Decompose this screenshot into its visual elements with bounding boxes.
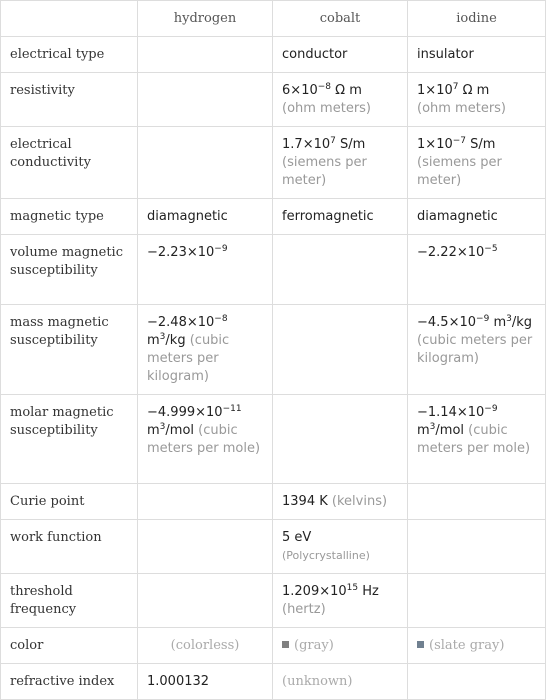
row-curie-point: [1, 484, 546, 520]
value-mantissa: −4.5: [417, 315, 449, 330]
value-mantissa: −2.48: [147, 315, 187, 330]
times-sign: ×: [448, 315, 460, 330]
row-label: electrical conductivity: [1, 127, 138, 199]
color-name: (gray): [294, 638, 334, 653]
cell-iodine-refractive-index: [408, 664, 546, 700]
row-color: [1, 628, 546, 664]
times-sign: ×: [425, 137, 437, 152]
unit-description: (Polycrystalline): [282, 549, 370, 562]
cell-cobalt-refractive-index: (unknown): [273, 664, 408, 700]
value-base: 10: [206, 405, 223, 420]
value-mantissa: 1.209: [282, 584, 320, 599]
value-exponent: 15: [346, 583, 359, 594]
value-exponent: −9: [484, 404, 498, 415]
unit-exponent: 3: [506, 314, 512, 325]
cell-cobalt-threshold-frequency: [273, 574, 408, 628]
value-mantissa: 1.7: [282, 137, 303, 152]
value-unit: m: [147, 423, 160, 438]
unit-exponent: 3: [159, 422, 166, 433]
value-mantissa: −2.23: [147, 245, 187, 260]
cell-cobalt-magnetic-type: ferromagnetic: [273, 199, 408, 235]
row-label: molar magnetic susceptibility: [1, 395, 138, 484]
value-exponent: 7: [330, 136, 336, 147]
row-label: volume magnetic susceptibility: [1, 235, 138, 305]
row-refractive-index: [1, 664, 546, 700]
unit-description: (cubic meters per mole): [417, 423, 531, 456]
times-sign: ×: [186, 245, 198, 260]
cell-iodine-color: [408, 628, 546, 664]
value-mantissa: −4.999: [147, 405, 196, 420]
times-sign: ×: [290, 83, 302, 98]
cell-iodine-threshold-frequency: [408, 574, 546, 628]
cell-iodine-magnetic-type: diamagnetic: [408, 199, 546, 235]
value-unit: eV: [290, 530, 312, 545]
row-work-function: [1, 520, 546, 574]
cell-iodine-molar-magnetic-susceptibility: [408, 395, 546, 484]
value-exponent: −9: [476, 314, 490, 325]
times-sign: ×: [319, 584, 331, 599]
value-number: 5: [282, 530, 291, 545]
value-base: 10: [436, 137, 453, 152]
row-label: magnetic type: [1, 199, 138, 235]
cell-iodine-curie-point: [408, 484, 546, 520]
unit-description: (cubic meters per mole): [147, 423, 261, 456]
value-exponent: −11: [222, 404, 242, 415]
color-swatch-icon: [417, 641, 424, 648]
unit-description: (ohm meters): [417, 101, 507, 116]
cell-hydrogen-molar-magnetic-susceptibility: [138, 395, 273, 484]
times-sign: ×: [195, 405, 207, 420]
value-unit: S/m: [335, 137, 366, 152]
header-row: [1, 1, 546, 37]
cell-cobalt-resistivity: [273, 73, 408, 127]
cell-iodine-electrical-type: insulator: [408, 37, 546, 73]
row-threshold-frequency: [1, 574, 546, 628]
value-base: 10: [436, 83, 453, 98]
value-exponent: −8: [317, 82, 332, 93]
cell-hydrogen-refractive-index: 1.000132: [138, 664, 273, 700]
row-resistivity: [1, 73, 546, 127]
row-electrical-type: [1, 37, 546, 73]
column-header-hydrogen: hydrogen: [138, 1, 273, 37]
value-unit: Hz: [358, 584, 379, 599]
row-molar-magnetic-susceptibility: [1, 395, 546, 484]
unit-description: (kelvins): [331, 494, 388, 509]
cell-cobalt-electrical-conductivity: [273, 127, 408, 199]
cell-hydrogen-electrical-conductivity: [138, 127, 273, 199]
cell-iodine-work-function: [408, 520, 546, 574]
cell-cobalt-mass-magnetic-susceptibility: [273, 305, 408, 395]
times-sign: ×: [302, 137, 314, 152]
value-unit: m: [489, 315, 507, 330]
value-number: 1394: [282, 494, 316, 509]
value-unit: m: [147, 333, 160, 348]
value-unit: K: [315, 494, 328, 509]
unit-description: (cubic meters per kilogram): [417, 333, 533, 366]
unit-description: (siemens per meter): [417, 155, 502, 188]
row-label: color: [1, 628, 138, 664]
value-unit: Ω m: [331, 83, 362, 98]
row-volume-magnetic-susceptibility: [1, 235, 546, 305]
column-header-iodine: iodine: [408, 1, 546, 37]
unit-description: (hertz): [282, 602, 326, 617]
value-unit-denominator: /mol: [165, 423, 195, 438]
value-base: 10: [313, 137, 331, 152]
value-exponent: −5: [484, 244, 498, 255]
cell-hydrogen-mass-magnetic-susceptibility: [138, 305, 273, 395]
cell-cobalt-electrical-type: conductor: [273, 37, 408, 73]
cell-cobalt-volume-magnetic-susceptibility: [273, 235, 408, 305]
value-base: 10: [301, 83, 318, 98]
row-label: work function: [1, 520, 138, 574]
cell-hydrogen-curie-point: [138, 484, 273, 520]
value-unit: m: [417, 423, 430, 438]
value-base: 10: [197, 245, 215, 260]
unit-exponent: 3: [429, 422, 436, 433]
value-exponent: −7: [452, 136, 467, 147]
value-exponent: 7: [452, 82, 459, 93]
value-base: 10: [197, 315, 215, 330]
column-header-cobalt: cobalt: [273, 1, 408, 37]
value-unit-denominator: /mol: [435, 423, 465, 438]
row-label: resistivity: [1, 73, 138, 127]
times-sign: ×: [456, 245, 468, 260]
times-sign: ×: [186, 315, 198, 330]
unit-exponent: 3: [159, 332, 166, 343]
times-sign: ×: [425, 83, 437, 98]
cell-hydrogen-color: (colorless): [138, 628, 273, 664]
value-base: 10: [467, 245, 485, 260]
color-name: (slate gray): [429, 638, 505, 653]
value-unit-denominator: /kg: [511, 315, 533, 330]
value-exponent: −9: [214, 244, 228, 255]
value-unit-denominator: /kg: [165, 333, 186, 348]
cell-cobalt-color: [273, 628, 408, 664]
cell-cobalt-work-function: [273, 520, 408, 574]
row-label: threshold frequency: [1, 574, 138, 628]
cell-iodine-mass-magnetic-susceptibility: [408, 305, 546, 395]
cell-cobalt-curie-point: [273, 484, 408, 520]
cell-iodine-volume-magnetic-susceptibility: [408, 235, 546, 305]
cell-hydrogen-volume-magnetic-susceptibility: [138, 235, 273, 305]
row-label: Curie point: [1, 484, 138, 520]
row-magnetic-type: [1, 199, 546, 235]
value-mantissa: 1: [417, 137, 426, 152]
cell-iodine-electrical-conductivity: [408, 127, 546, 199]
value-exponent: −8: [214, 314, 228, 325]
row-mass-magnetic-susceptibility: [1, 305, 546, 395]
header-corner: [1, 1, 138, 37]
unit-description: (ohm meters): [282, 101, 372, 116]
row-label: electrical type: [1, 37, 138, 73]
cell-cobalt-molar-magnetic-susceptibility: [273, 395, 408, 484]
row-label: mass magnetic susceptibility: [1, 305, 138, 395]
value-base: 10: [467, 405, 485, 420]
value-mantissa: 1: [417, 83, 426, 98]
value-unit: Ω m: [458, 83, 490, 98]
cell-hydrogen-work-function: [138, 520, 273, 574]
unit-description: (siemens per meter): [282, 155, 367, 188]
value-base: 10: [459, 315, 477, 330]
value-mantissa: 6: [282, 83, 291, 98]
cell-hydrogen-threshold-frequency: [138, 574, 273, 628]
unit-description: (cubic meters per kilogram): [147, 333, 230, 384]
row-electrical-conductivity: [1, 127, 546, 199]
value-mantissa: −2.22: [417, 245, 457, 260]
color-swatch-icon: [282, 641, 289, 648]
cell-iodine-resistivity: [408, 73, 546, 127]
cell-hydrogen-resistivity: [138, 73, 273, 127]
value-mantissa: −1.14: [417, 405, 457, 420]
value-unit: S/m: [466, 137, 496, 152]
value-base: 10: [330, 584, 347, 599]
cell-hydrogen-magnetic-type: diamagnetic: [138, 199, 273, 235]
cell-hydrogen-electrical-type: [138, 37, 273, 73]
row-label: refractive index: [1, 664, 138, 700]
times-sign: ×: [456, 405, 468, 420]
